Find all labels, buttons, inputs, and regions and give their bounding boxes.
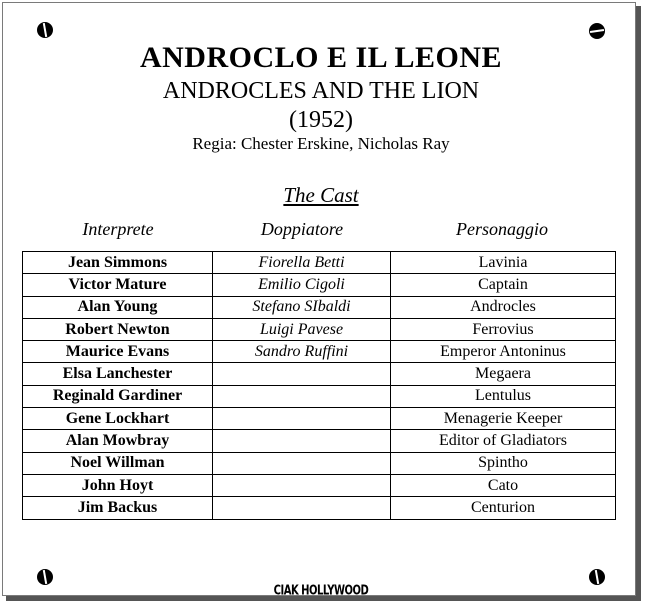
character-cell: Megaera [391,363,616,385]
dubber-cell: Fiorella Betti [213,252,391,274]
character-cell: Lentulus [391,385,616,407]
dubber-cell: Luigi Pavese [213,318,391,340]
release-year: (1952) [289,107,353,133]
actor-cell: Reginald Gardiner [23,385,213,407]
character-cell: Lavinia [391,252,616,274]
actor-cell: Alan Mowbray [23,430,213,452]
actor-cell: Jean Simmons [23,252,213,274]
character-cell: Emperor Antoninus [391,341,616,363]
actor-cell: Elsa Lanchester [23,363,213,385]
cast-heading: The Cast [283,183,359,207]
actor-cell: Gene Lockhart [23,408,213,430]
english-title: ANDROCLES AND THE LION [162,78,480,104]
character-cell: Ferrovius [391,318,616,340]
table-row [23,341,616,363]
header-actor: Interprete [82,219,154,239]
dubber-cell [213,430,391,452]
cast-plate [2,2,636,599]
dubber-cell [213,363,391,385]
screw-icon [589,569,605,585]
table-row [23,252,616,274]
dubber-cell [213,452,391,474]
table-row [23,385,616,407]
header-dubber: Doppiatore [260,219,344,239]
table-row [23,363,616,385]
character-cell: Centurion [391,497,616,519]
cast-heading-wrap [3,183,639,208]
ciak-hollywood-logo: CIAK HOLLYWOOD [273,584,369,599]
character-cell: Editor of Gladiators [391,430,616,452]
film-title: ANDROCLO E IL LEONE [139,41,503,74]
actor-cell: Victor Mature [23,274,213,296]
character-cell: Androcles [391,296,616,318]
actor-cell: John Hoyt [23,474,213,496]
table-row [23,408,616,430]
table-row [23,497,616,519]
table-row [23,474,616,496]
table-row [23,274,616,296]
director-line: Regia: Chester Erskine, Nicholas Ray [192,134,450,153]
dubber-cell [213,408,391,430]
table-row [23,296,616,318]
screw-icon [589,23,605,39]
cast-table-body [23,252,616,520]
dubber-cell [213,474,391,496]
cast-table [22,251,616,520]
dubber-cell [213,385,391,407]
actor-cell: Maurice Evans [23,341,213,363]
screw-icon [37,569,53,585]
dubber-cell: Emilio Cigoli [213,274,391,296]
actor-cell: Alan Young [23,296,213,318]
table-row [23,452,616,474]
dubber-cell: Sandro Ruffini [213,341,391,363]
actor-cell: Jim Backus [23,497,213,519]
character-cell: Captain [391,274,616,296]
header-character: Personaggio [456,219,548,239]
character-cell: Spintho [391,452,616,474]
actor-cell: Noel Willman [23,452,213,474]
character-cell: Cato [391,474,616,496]
table-row [23,318,616,340]
dubber-cell: Stefano SIbaldi [213,296,391,318]
actor-cell: Robert Newton [23,318,213,340]
table-row [23,430,616,452]
screw-icon [37,22,53,38]
dubber-cell [213,497,391,519]
character-cell: Menagerie Keeper [391,408,616,430]
